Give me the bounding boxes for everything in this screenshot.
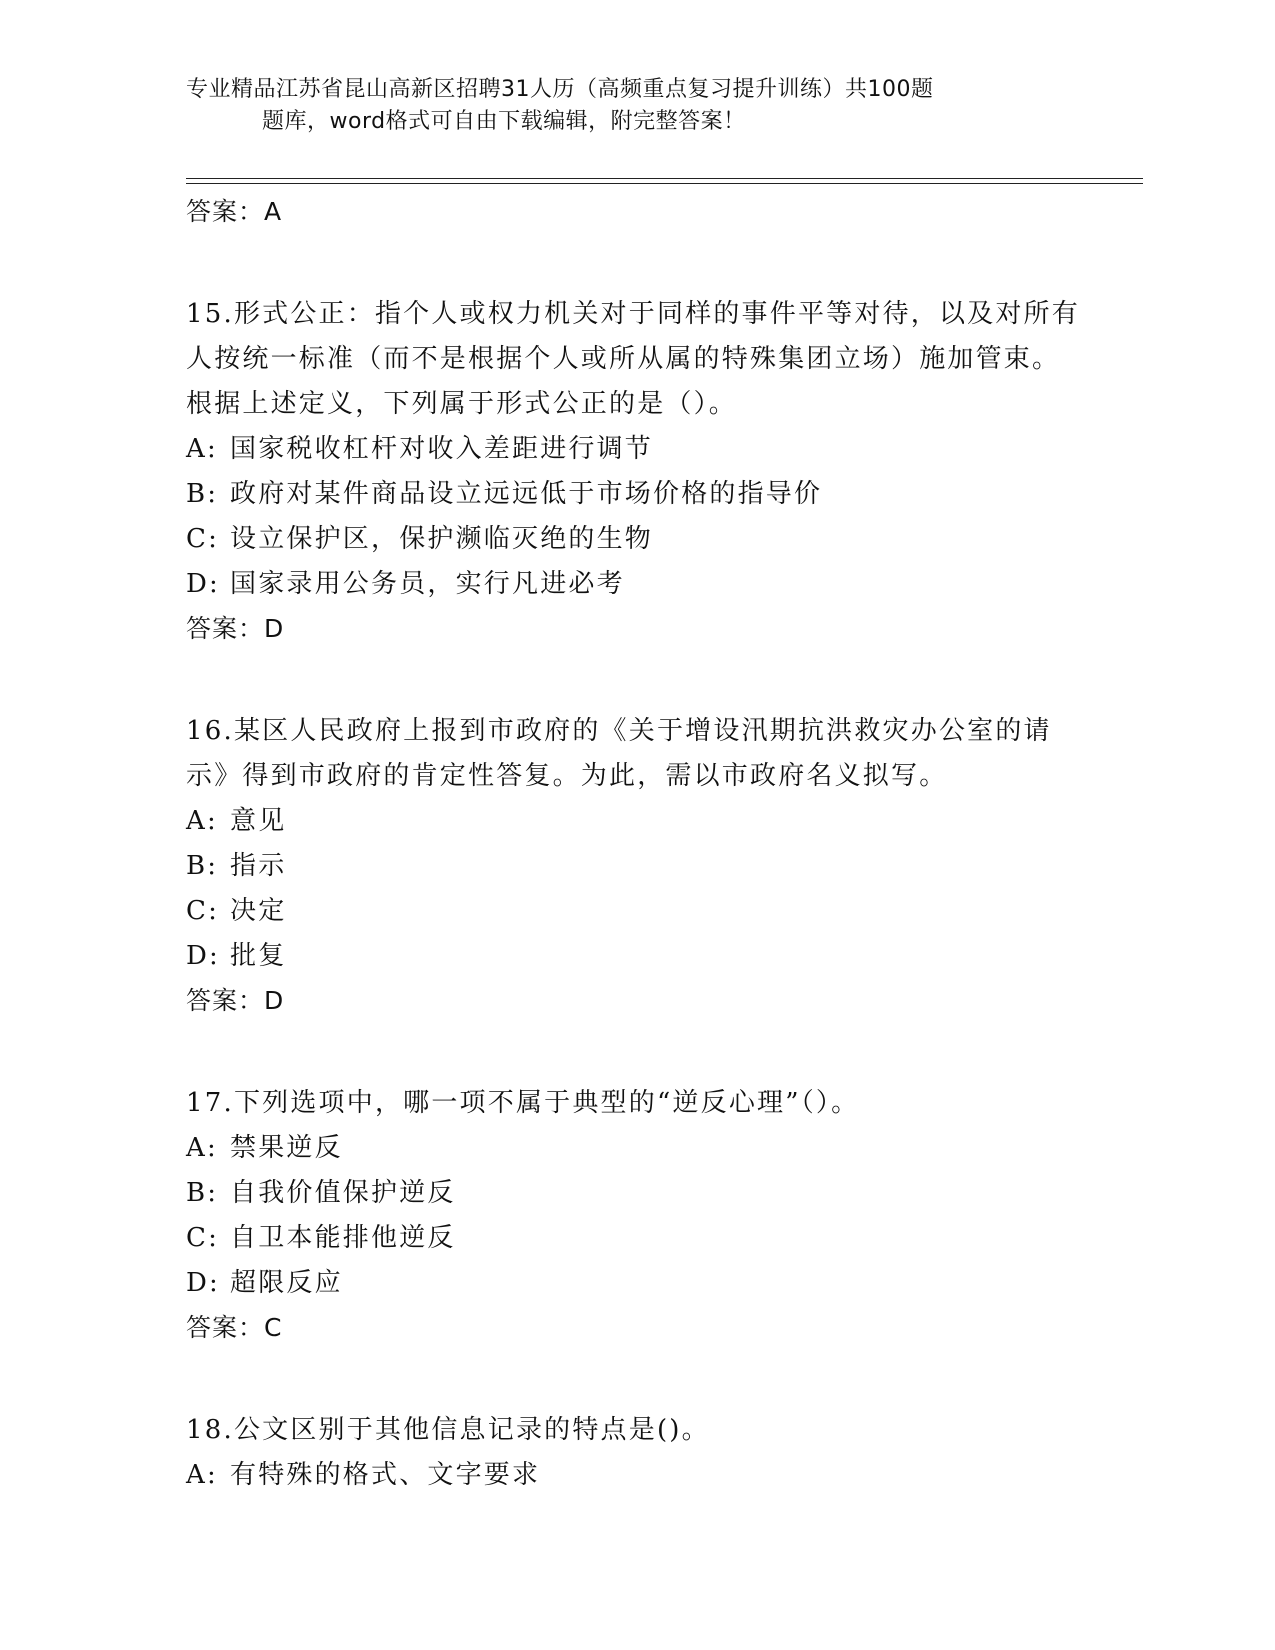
spacer bbox=[186, 651, 1086, 709]
option-letter: B: bbox=[186, 479, 219, 509]
question-block bbox=[186, 709, 1086, 1023]
option-letter: A: bbox=[186, 1133, 218, 1163]
option-text: 自卫本能排他逆反 bbox=[230, 1223, 456, 1253]
option-text: 自我价值保护逆反 bbox=[230, 1178, 456, 1208]
option-text: 禁果逆反 bbox=[230, 1133, 343, 1163]
option-letter: D: bbox=[186, 1268, 221, 1298]
header-divider-bottom bbox=[186, 183, 1143, 184]
option-text: 超限反应 bbox=[230, 1268, 343, 1298]
option-text: 国家税收杠杆对收入差距进行调节 bbox=[230, 434, 654, 464]
option-d bbox=[186, 934, 1086, 979]
option-text: 意见 bbox=[230, 806, 287, 836]
option-b bbox=[186, 1171, 1086, 1216]
option-letter: D: bbox=[186, 941, 221, 971]
option-text: 政府对某件商品设立远远低于市场价格的指导价 bbox=[230, 479, 823, 509]
option-d bbox=[186, 1261, 1086, 1306]
spacer bbox=[186, 1023, 1086, 1081]
option-letter: A: bbox=[186, 434, 218, 464]
option-letter: B: bbox=[186, 851, 219, 881]
option-a bbox=[186, 1453, 1086, 1498]
question-stem: 15.形式公正：指个人或权力机关对于同样的事件平等对待，以及对所有人按统一标准（而不是根据个人或所从属的特殊集团立场）施加管束。根据上述定义，下列属于形式公正的是（）。 bbox=[186, 299, 1080, 419]
option-letter: C: bbox=[186, 524, 220, 554]
option-letter: A: bbox=[186, 1460, 218, 1490]
answer-line: 答案：D bbox=[186, 614, 285, 643]
document-body bbox=[186, 190, 1086, 1498]
header-title-line1: 专业精品江苏省昆山高新区招聘31人历（高频重点复习提升训练）共100题 bbox=[186, 77, 934, 102]
header-title-line2: 题库，word格式可自由下载编辑，附完整答案！ bbox=[262, 109, 746, 134]
option-c bbox=[186, 1216, 1086, 1261]
spacer bbox=[186, 1350, 1086, 1408]
answer-line: 答案：D bbox=[186, 986, 285, 1015]
option-d bbox=[186, 562, 1086, 607]
option-text: 国家录用公务员，实行凡进必考 bbox=[230, 569, 625, 599]
question-block bbox=[186, 292, 1086, 651]
option-letter: C: bbox=[186, 896, 220, 926]
question-stem: 16.某区人民政府上报到市政府的《关于增设汛期抗洪救灾办公室的请示》得到市政府的肯定性答复。为此，需以市政府名义拟写。 bbox=[186, 716, 1052, 791]
option-letter: D: bbox=[186, 569, 221, 599]
option-c bbox=[186, 517, 1086, 562]
option-text: 有特殊的格式、文字要求 bbox=[230, 1460, 541, 1490]
option-a bbox=[186, 427, 1086, 472]
question-block bbox=[186, 1081, 1086, 1350]
option-a bbox=[186, 799, 1086, 844]
option-text: 决定 bbox=[230, 896, 287, 926]
answer-line: 答案：C bbox=[186, 1313, 283, 1342]
question-block bbox=[186, 1408, 1086, 1498]
option-c bbox=[186, 889, 1086, 934]
option-text: 设立保护区，保护濒临灭绝的生物 bbox=[230, 524, 654, 554]
question-stem: 18.公文区别于其他信息记录的特点是()。 bbox=[186, 1415, 710, 1445]
option-letter: B: bbox=[186, 1178, 219, 1208]
option-letter: A: bbox=[186, 806, 218, 836]
header-divider-top bbox=[186, 178, 1143, 179]
option-text: 指示 bbox=[230, 851, 287, 881]
option-b bbox=[186, 472, 1086, 517]
page-header bbox=[186, 74, 1086, 138]
spacer bbox=[186, 234, 1086, 292]
option-b bbox=[186, 844, 1086, 889]
option-letter: C: bbox=[186, 1223, 220, 1253]
question-stem: 17.下列选项中，哪一项不属于典型的“逆反心理”（）。 bbox=[186, 1088, 860, 1118]
option-text: 批复 bbox=[230, 941, 287, 971]
option-a bbox=[186, 1126, 1086, 1171]
answer-line: 答案：A bbox=[186, 197, 283, 226]
